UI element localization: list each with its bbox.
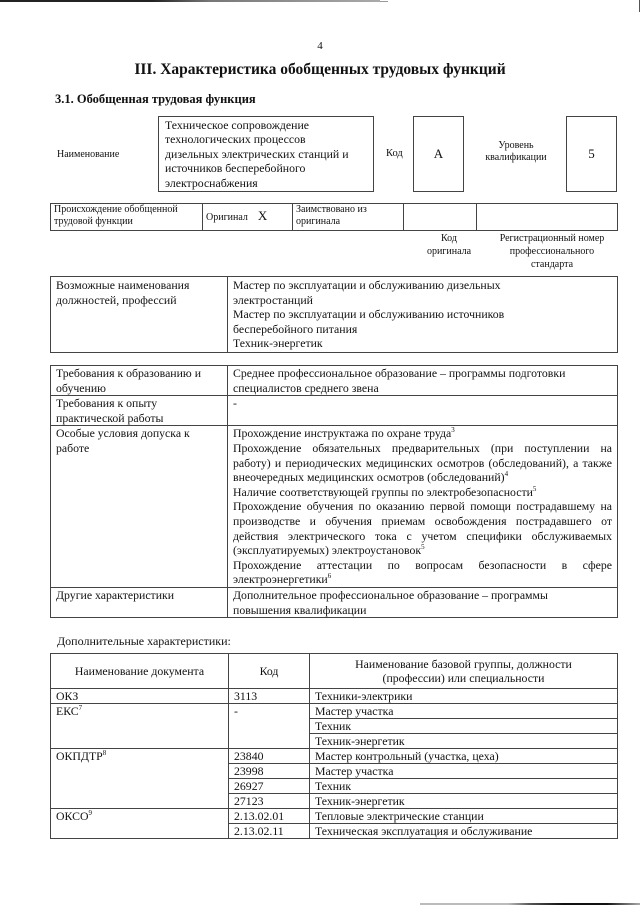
- original-cell: [203, 204, 293, 231]
- section-title: 3.1. Обобщенная трудовая функция: [55, 92, 256, 106]
- page-number: 4: [317, 40, 323, 52]
- header-document: Наименование документа: [51, 654, 229, 689]
- footnote-ref: 3: [451, 426, 455, 435]
- original-label: Оригинал: [206, 212, 248, 223]
- header-name: [310, 654, 618, 689]
- borrowed-label-line: оригинала: [296, 216, 341, 227]
- admission-item-text: Прохождение инструктажа по охране труда: [233, 426, 452, 441]
- document-cell: [51, 809, 229, 839]
- qualification-level-label: [476, 140, 556, 164]
- reg-number-caption: [486, 232, 618, 271]
- positions-table: [50, 276, 618, 353]
- origin-label-cell: [51, 204, 203, 231]
- reg-number-cell: [477, 204, 618, 231]
- admission-item: [233, 499, 612, 557]
- borrowed-cell: [293, 204, 404, 231]
- name-cell: Техник: [310, 719, 618, 734]
- origin-label-line: Происхождение обобщенной: [54, 204, 178, 215]
- requirement-row-other: [51, 587, 618, 617]
- table-row: [51, 809, 618, 824]
- footnote-ref: 9: [88, 809, 92, 817]
- origin-row: [51, 204, 618, 231]
- requirement-label-cell: [51, 587, 228, 617]
- function-name-line: технологических процессов: [165, 132, 306, 147]
- admission-item-text: Наличие соответствующей группы по электробезопасности: [233, 484, 533, 499]
- requirement-value-line: специалистов среднего звена: [233, 380, 379, 395]
- position-line: электростанций: [233, 292, 313, 307]
- classification-table: [50, 653, 618, 839]
- requirement-value-cell: [228, 426, 618, 588]
- requirement-label-line: Другие характеристики: [56, 587, 175, 602]
- positions-label-cell: [51, 277, 228, 353]
- admission-item: [233, 441, 612, 485]
- code-cell: 23840: [229, 749, 310, 764]
- requirement-label-line: Требования к опыту: [56, 396, 158, 411]
- function-name-line: электроснабжения: [165, 175, 258, 190]
- name-cell: Техник-энергетик: [310, 734, 618, 749]
- name-cell: Техник-энергетик: [310, 794, 618, 809]
- requirement-label-line: обучению: [56, 380, 106, 395]
- code-cell: 26927: [229, 779, 310, 794]
- code-label: Код: [386, 148, 403, 159]
- table-row: [51, 689, 618, 704]
- admission-item: [233, 426, 612, 441]
- name-cell: Техник: [310, 779, 618, 794]
- requirements-table: [50, 365, 618, 618]
- document-name: ОКПДТР: [56, 749, 103, 763]
- document-name: ОКЗ: [56, 689, 79, 703]
- admission-item: [233, 485, 612, 500]
- requirement-label-cell: [51, 426, 228, 588]
- table-row: [51, 704, 618, 719]
- header-code: Код: [229, 654, 310, 689]
- header-name-line: Наименование базовой группы, должности: [355, 657, 572, 671]
- positions-label-line: Возможные наименования: [56, 278, 190, 292]
- caption-line: оригинала: [426, 246, 472, 257]
- code-cell: 23998: [229, 764, 310, 779]
- borrowed-label-line: Заимствовано из: [296, 204, 367, 215]
- footnote-ref: 5: [532, 484, 537, 493]
- name-cell: Техническая эксплуатация и обслуживание: [310, 824, 618, 839]
- page-title: III. Характеристика обобщенных трудовых функций: [134, 61, 506, 78]
- position-line: Техник-энергетик: [233, 336, 323, 351]
- function-name-line: Техническое сопровождение: [165, 118, 310, 132]
- requirement-label-line: практической работы: [56, 410, 164, 425]
- requirement-value-cell: [228, 396, 618, 426]
- caption-line: профессионального: [509, 246, 595, 257]
- code-value: А: [433, 146, 444, 161]
- requirement-label-cell: [51, 396, 228, 426]
- document-cell: [51, 749, 229, 809]
- code-cell: 27123: [229, 794, 310, 809]
- requirement-value-cell: [228, 587, 618, 617]
- admission-item-text: Прохождение аттестации по вопросам безопасности в сфере электроэнергетики: [233, 557, 612, 587]
- origin-label-line: трудовой функции: [54, 216, 133, 227]
- caption-line: Код: [441, 233, 457, 244]
- header-name-line: (профессии) или специальности: [382, 671, 545, 685]
- additional-characteristics-label: Дополнительные характеристики:: [57, 634, 231, 648]
- footnote-ref: 4: [504, 470, 509, 479]
- admission-item-text: Прохождение обучения по оказанию первой помощи пострадавшему на производстве и обучения приемам освобождения пострадавшего от действия электрического тока с учетом специфики обслуживаемых (эксплуатируемых) электроустановок: [233, 499, 612, 558]
- document-name: ОКСО: [56, 809, 89, 823]
- level-label-line: квалификации: [485, 152, 547, 163]
- name-cell: Мастер участка: [310, 764, 618, 779]
- code-cell: 2.13.02.01: [229, 809, 310, 824]
- footnote-ref: 7: [78, 704, 83, 712]
- original-mark: X: [257, 208, 268, 223]
- code-cell: -: [229, 704, 310, 749]
- name-cell: Мастер участка: [310, 704, 618, 719]
- caption-line: стандарта: [530, 259, 574, 270]
- qualification-level-box: [566, 116, 617, 192]
- position-line: бесперебойного питания: [233, 321, 358, 336]
- name-cell: Тепловые электрические станции: [310, 809, 618, 824]
- origin-table: [50, 203, 618, 231]
- requirement-value-line: -: [233, 396, 237, 411]
- name-cell: Мастер контрольный (участка, цеха): [310, 749, 618, 764]
- requirement-value-line: повышения квалификации: [233, 602, 367, 617]
- qualification-level-value: 5: [588, 146, 595, 161]
- position-line: Мастер по эксплуатации и обслуживанию источников: [233, 307, 505, 322]
- requirement-value-line: Среднее профессиональное образование – программы подготовки: [233, 366, 566, 380]
- positions-value-cell: [228, 277, 618, 353]
- requirement-label-line: работе: [56, 440, 90, 455]
- requirement-label-line: Требования к образованию и: [56, 366, 202, 380]
- function-name-line: источников бесперебойного: [165, 161, 306, 176]
- requirement-value-line: Дополнительное профессиональное образование – программы: [233, 587, 548, 602]
- requirement-label-line: Особые условия допуска к: [56, 426, 190, 441]
- original-code-caption: [413, 232, 485, 258]
- caption-line: Регистрационный номер: [499, 233, 605, 244]
- document-cell: [51, 704, 229, 749]
- footnote-ref: 6: [327, 572, 332, 581]
- admission-item-text: Прохождение обязательных предварительных (при поступлении на работу) и периодических медицинских осмотров (обследований), а также внеочередных медицинских осмотров (обследований): [233, 440, 612, 485]
- code-cell: 3113: [229, 689, 310, 704]
- requirement-value-cell: [228, 366, 618, 396]
- positions-row: [51, 277, 618, 353]
- requirement-row-admission: [51, 426, 618, 588]
- footnote-ref: 8: [102, 749, 107, 757]
- requirement-label-cell: [51, 366, 228, 396]
- function-name-box: [158, 116, 374, 192]
- scan-edge-top-fragment: [380, 1, 388, 2]
- admission-item: [233, 558, 612, 587]
- name-cell: Техники-электрики: [310, 689, 618, 704]
- position-line: Мастер по эксплуатации и обслуживанию дизельных: [233, 278, 501, 292]
- document-cell: [51, 689, 229, 704]
- level-label-line: Уровень: [498, 140, 534, 151]
- requirement-row-education: [51, 366, 618, 396]
- document-name: ЕКС: [56, 704, 79, 718]
- code-cell: 2.13.02.11: [229, 824, 310, 839]
- table-row: [51, 749, 618, 764]
- original-code-cell: [404, 204, 477, 231]
- scan-edge-top: [0, 0, 380, 2]
- footnote-ref: 5: [421, 543, 425, 552]
- name-label: Наименование: [57, 149, 120, 160]
- requirement-row-experience: [51, 396, 618, 426]
- code-value-box: [413, 116, 464, 192]
- classification-header-row: [51, 654, 618, 689]
- positions-label-line: должностей, профессий: [56, 292, 177, 307]
- function-name-line: дизельных электрических станций и: [165, 146, 349, 161]
